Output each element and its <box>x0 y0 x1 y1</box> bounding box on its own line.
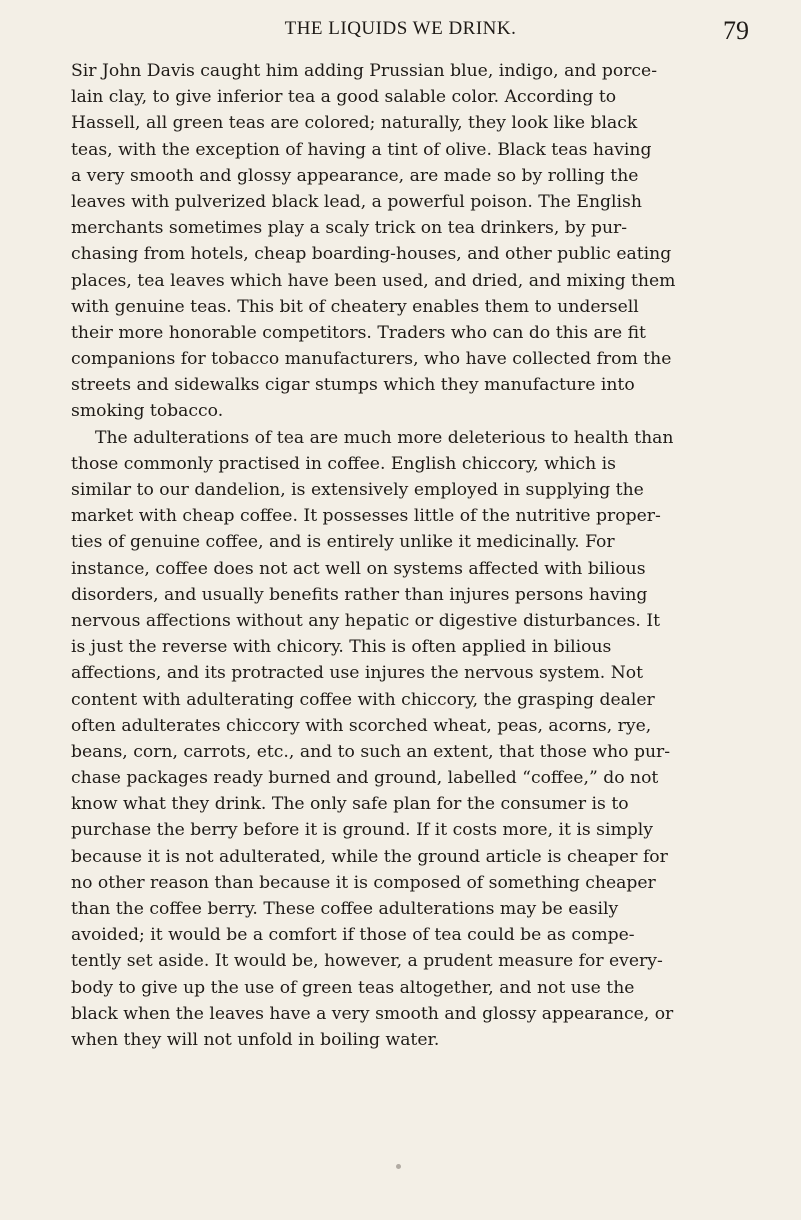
paragraph-start-line: The adulterations of tea are much more deleterious to health than <box>95 427 674 448</box>
text-line: similar to our dandelion, is extensively employed in supplying the <box>71 480 644 500</box>
text-line: merchants sometimes play a scaly trick on tea drinkers, by pur- <box>71 218 628 239</box>
text-line: know what they drink. The only safe plan for the consumer is to <box>71 794 629 815</box>
text-line: those commonly practised in coffee. English chiccory, which is <box>71 453 616 474</box>
ink-dot <box>396 1164 401 1169</box>
running-head <box>0 16 801 46</box>
text-line: chase packages ready burned and ground, labelled “coffee,” do not <box>71 768 659 789</box>
text-line: leaves with pulverized black lead, a powerful poison. The English <box>71 191 642 212</box>
text-line: purchase the berry before it is ground. If it costs more, it is simply <box>71 820 653 841</box>
text-line: teas, with the exception of having a tint of olive. Black teas having <box>71 139 652 160</box>
text-line: with genuine teas. This bit of cheatery enables them to undersell <box>71 296 639 317</box>
text-line: smoking tobacco. <box>71 401 224 422</box>
text-line: Hassell, all green teas are colored; naturally, they look like black <box>71 113 638 134</box>
text-line: because it is not adulterated, while the ground article is cheaper for <box>71 846 668 867</box>
text-line: tently set aside. It would be, however, a prudent measure for every- <box>71 951 663 972</box>
text-line: Sir John Davis caught him adding Prussian blue, indigo, and porce- <box>71 61 658 81</box>
text-line: avoided; it would be a comfort if those of tea could be as compe- <box>71 925 635 946</box>
text-line: disorders, and usually benefits rather than injures persons having <box>71 584 648 605</box>
text-line: market with cheap coffee. It possesses little of the nutritive proper- <box>71 506 661 527</box>
text-line: a very smooth and glossy appearance, are made so by rolling the <box>71 165 639 186</box>
text-line: content with adulterating coffee with chiccory, the grasping dealer <box>71 689 655 710</box>
page-number: 79 <box>723 16 749 45</box>
text-line: instance, coffee does not act well on systems affected with bilious <box>71 558 646 579</box>
text-line: than the coffee berry. These coffee adulterations may be easily <box>71 899 619 919</box>
text-line: places, tea leaves which have been used, and dried, and mixing them <box>71 270 676 291</box>
text-line: chasing from hotels, cheap boarding-houses, and other public eating <box>71 244 672 265</box>
text-line: beans, corn, carrots, etc., and to such an extent, that those who pur- <box>71 741 671 762</box>
running-head-title: THE LIQUIDS WE DRINK. <box>284 18 517 39</box>
text-line: lain clay, to give inferior tea a good salable color. According to <box>71 87 617 108</box>
text-line: ties of genuine coffee, and is entirely unlike it medicinally. For <box>71 532 615 553</box>
text-line: companions for tobacco manufacturers, who have collected from the <box>71 349 672 370</box>
text-line: when they will not unfold in boiling water. <box>71 1029 440 1050</box>
text-line: nervous affections without any hepatic or digestive disturbances. It <box>71 610 661 631</box>
text-line: no other reason than because it is composed of something cheaper <box>71 872 656 893</box>
text-line: their more honorable competitors. Traders who can do this are fit <box>71 322 646 343</box>
text-line: black when the leaves have a very smooth and glossy appearance, or <box>71 1003 674 1024</box>
text-line: body to give up the use of green teas altogether, and not use the <box>71 977 635 998</box>
text-line: affections, and its protracted use injures the nervous system. Not <box>71 663 643 684</box>
text-line: streets and sidewalks cigar stumps which they manufacture into <box>71 375 635 396</box>
text-line: is just the reverse with chicory. This is often applied in bilious <box>71 637 612 658</box>
text-line: often adulterates chiccory with scorched wheat, peas, acorns, rye, <box>71 715 652 736</box>
body-text <box>71 58 741 1053</box>
